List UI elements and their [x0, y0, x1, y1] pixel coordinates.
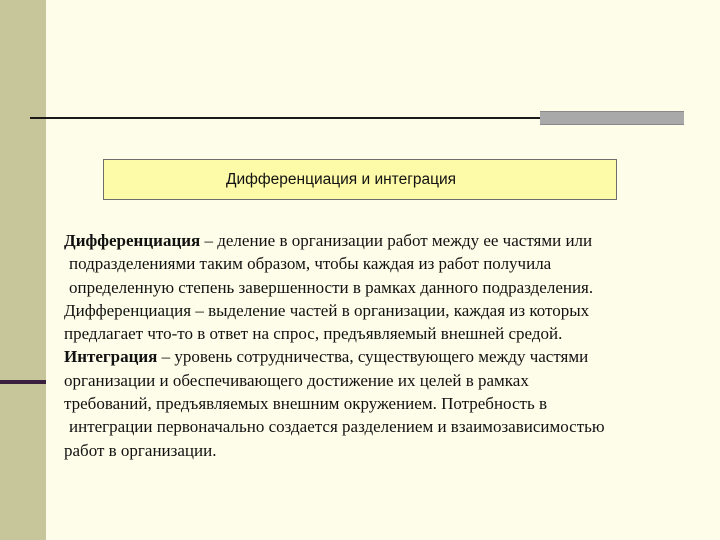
body-line: организации и обеспечивающего достижение их целей в рамках: [64, 370, 529, 390]
term-integration: Интеграция: [64, 347, 158, 367]
left-side-accent-line: [0, 380, 46, 384]
body-line: работ в организации.: [64, 440, 217, 460]
body-line: требований, предъявляемых внешним окружением. Потребность в: [64, 394, 547, 414]
slide-title: Дифференциация и интеграция: [226, 170, 457, 188]
top-divider-accent: [540, 111, 684, 125]
body-line: предлагает что-то в ответ на спрос, предъявляемый внешней средой.: [64, 324, 563, 344]
body-line: определенную степень завершенности в рамках данного подразделения.: [69, 277, 594, 297]
body-text: [64, 229, 712, 462]
title-box: [103, 159, 617, 200]
top-divider-line: [30, 117, 540, 119]
body-line: Дифференциация – деление в организации работ между ее частями или: [64, 231, 593, 250]
body-line: Дифференциация – выделение частей в организации, каждая из которых: [64, 300, 590, 320]
body-line: интеграции первоначально создается разделением и взаимозависимостью: [69, 417, 605, 437]
term-differentiation: Дифференциация: [64, 231, 201, 250]
body-line: Интеграция – уровень сотрудничества, существующего между частями: [64, 347, 589, 367]
body-line: подразделениями таким образом, чтобы каждая из работ получила: [69, 254, 552, 274]
left-side-bar: [0, 0, 46, 540]
